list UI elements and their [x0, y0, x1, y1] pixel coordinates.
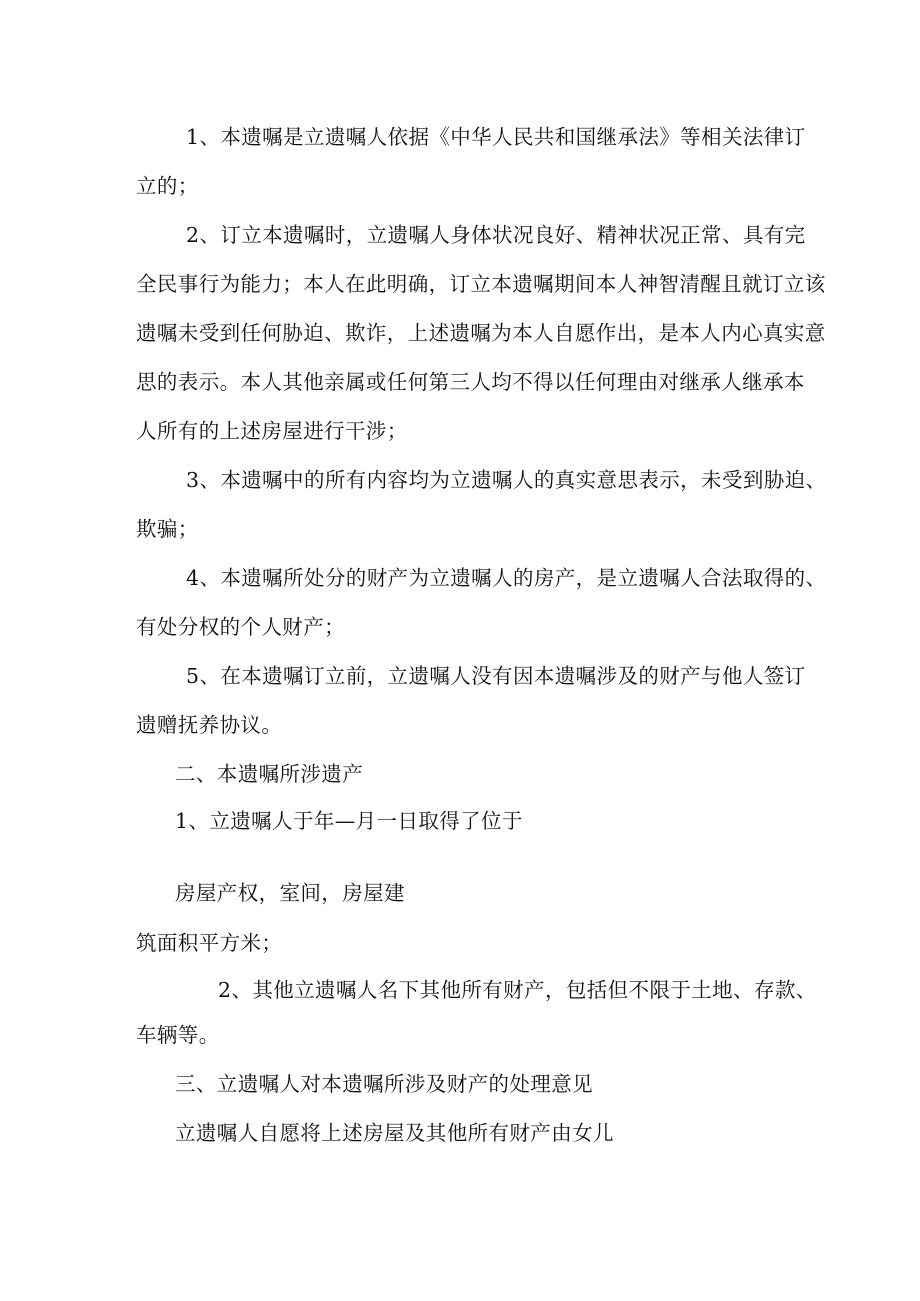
- section-3-line-1: 立遗嘱人自愿将上述房屋及其他所有财产由女儿: [175, 1121, 614, 1145]
- clause-2-line-4: 思的表示。本人其他亲属或任何第三人均不得以任何理由对继承人继承本: [136, 370, 805, 394]
- clause-1-line-2: 立的；: [136, 174, 199, 198]
- clause-2-line-1: 2、订立本遗嘱时，立遗嘱人身体状况良好、精神状况正常、具有完: [186, 223, 806, 247]
- clause-4-line-1: 4、本遗嘱所处分的财产为立遗嘱人的房产，是立遗嘱人合法取得的、: [186, 566, 827, 590]
- section-2-item-1-line-3: 筑面积平方米；: [136, 931, 283, 955]
- clause-4-line-2: 有处分权的个人财产；: [136, 615, 345, 639]
- clause-1-line-1: 1、本遗嘱是立遗嘱人依据《中华人民共和国继承法》等相关法律订: [186, 125, 806, 149]
- section-2-item-2-line-1: 2、其他立遗嘱人名下其他所有财产，包括但不限于土地、存款、: [218, 978, 817, 1002]
- clause-3-line-2: 欺骗；: [136, 517, 199, 541]
- section-2-item-2-line-2: 车辆等。: [136, 1023, 220, 1047]
- section-3-heading: 三、立遗嘱人对本遗嘱所涉及财产的处理意见: [175, 1072, 593, 1096]
- section-2-item-1-line-1: 1、立遗嘱人于年—月一日取得了位于: [175, 809, 523, 833]
- clause-2-line-2: 全民事行为能力；本人在此明确，订立本遗嘱期间本人神智清醒且就订立该: [136, 272, 826, 296]
- clause-5-line-2: 遗赠抚养协议。: [136, 713, 283, 737]
- clause-2-line-3: 遗嘱未受到任何胁迫、欺诈，上述遗嘱为本人自愿作出，是本人内心真实意: [136, 321, 826, 345]
- clause-5-line-1: 5、在本遗嘱订立前，立遗嘱人没有因本遗嘱涉及的财产与他人签订: [186, 664, 806, 688]
- clause-3-line-1: 3、本遗嘱中的所有内容均为立遗嘱人的真实意思表示，未受到胁迫、: [186, 468, 827, 492]
- section-2-item-1-line-2: 房屋产权，室间，房屋建: [175, 881, 405, 905]
- section-2-heading: 二、本遗嘱所涉遗产: [175, 762, 364, 786]
- clause-2-line-5: 人所有的上述房屋进行干涉；: [136, 419, 408, 443]
